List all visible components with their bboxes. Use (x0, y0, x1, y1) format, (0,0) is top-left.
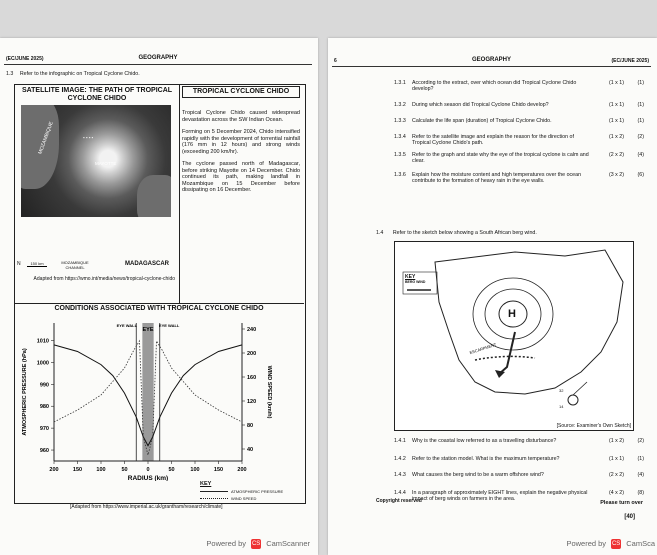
question-number: 1.4.2 (394, 456, 406, 462)
footer-brand: Powered by (206, 538, 247, 548)
question-text: What causes the berg wind to be a warm offshore wind? (412, 472, 544, 478)
page-header (4, 54, 312, 65)
question-marks: (3 x 2) (608, 172, 624, 178)
question-number: 1.4.1 (394, 438, 406, 444)
question-total: (1) (637, 456, 644, 462)
question-total: (4) (637, 152, 644, 158)
question-text: Why is the coastal low referred to as a travelling disturbance? (412, 438, 557, 444)
sketch-key-title: KEY (405, 274, 416, 280)
question-text: During which season did Tropical Cyclone Chido develop? (412, 102, 549, 108)
x-tick-label: 200 (237, 467, 247, 473)
question-number: 1.3 (6, 71, 14, 77)
question-marks: (1 x 2) (608, 134, 624, 140)
north-arrow: N (17, 261, 21, 267)
footer-app: CamSca (626, 538, 655, 548)
conditions-title: CONDITIONS ASSOCIATED WITH TROPICAL CYCLONE CHIDO (14, 303, 304, 312)
question-total: (1) (637, 118, 644, 124)
y-tick-label: 990 (39, 382, 49, 389)
question-marks: (1 x 1) (608, 80, 624, 86)
question-text: Refer to the station model. What is the maximum temperature? (412, 456, 560, 462)
key-title: KEY (200, 481, 212, 487)
right-page (328, 38, 657, 555)
chart-key (200, 481, 296, 501)
y-tick-label: 1000 (36, 360, 49, 367)
question-1-4 (376, 230, 646, 236)
question-text: Refer to the infographic on Tropical Cyclone Chido. (19, 71, 140, 77)
x-tick-label: 150 (72, 467, 83, 473)
question-text: In a paragraph of approximately EIGHT lines, explain the negative physical impact of berg winds on farmers in the area. (412, 490, 588, 503)
key-item-wind (200, 496, 296, 501)
label-mayotte: MAYOTTE (95, 161, 117, 166)
question-text: Refer to the graph and state why the eye of the tropical cyclone is calm and clear. (412, 152, 589, 165)
question-number: 1.3.3 (394, 118, 406, 124)
question-number: 1.4 (376, 230, 384, 236)
y2-tick-label: 200 (247, 351, 257, 357)
station-temp: 32 (559, 388, 564, 393)
question-total: (2) (637, 134, 644, 140)
scale-bar: 150 km (27, 261, 47, 267)
question-marks: (1 x 2) (608, 438, 624, 444)
label-mozambique: MOZAMBIQUE (37, 120, 55, 156)
key-swatch-wind (200, 498, 228, 499)
question-text: Refer to the satellite image and explain the reason for the direction of Tropical Cyclone Chido's path. (412, 134, 574, 147)
y-axis-label: ATMOSPHERIC PRESSURE (hPa) (22, 348, 28, 436)
left-page (0, 38, 318, 555)
escarpment-label: ESCARPMENT (468, 341, 497, 356)
x-tick-label: 200 (49, 467, 59, 473)
south-africa-outline (435, 250, 623, 394)
question-text: Calculate the life span (duration) of Tropical Cyclone Chido. (412, 118, 552, 124)
eye-wall-left-label: EYE WALL (116, 323, 138, 328)
label-channel: MOZAMBIQUE CHANNEL (61, 260, 89, 270)
cyclone-title: TROPICAL CYCLONE CHIDO (182, 86, 300, 98)
cyclone-paragraph-2: Forming on 5 December 2024, Chido intensified rapidly with the development of torrential rainfall (176 mm in 12 hours) and strong winds (exceeding 200 km/hr). (182, 129, 300, 155)
eye-wall-right-label: EYE WALL (158, 323, 180, 328)
question-total: (1) (637, 80, 644, 86)
camscanner-footer (206, 539, 310, 549)
header-center: GEOGRAPHY (471, 57, 511, 63)
x-tick-label: 0 (146, 467, 150, 473)
key-label-pressure: ATMOSPHERIC PRESSURE (231, 489, 284, 494)
question-number: 1.3.6 (394, 172, 406, 178)
footer-brand: Powered by (566, 538, 607, 548)
y2-tick-label: 40 (247, 447, 254, 453)
question-number: 1.3.4 (394, 134, 406, 140)
label-madagascar: MADAGASCAR (125, 261, 169, 267)
question-marks: (2 x 2) (608, 152, 624, 158)
y2-tick-label: 240 (247, 327, 257, 333)
satellite-source: Adapted from https://wmo.int/media/news/tropical-cyclone-chido (33, 276, 175, 282)
question-1-3 (6, 71, 306, 77)
question-text: According to the extract, over which ocean did Tropical Cyclone Chido develop? (412, 80, 577, 93)
question-total: (4) (637, 472, 644, 478)
x-axis-label: RADIUS (km) (127, 475, 169, 481)
cyclone-text-panel (182, 86, 300, 194)
x-tick-label: 50 (121, 467, 128, 473)
y2-tick-label: 160 (247, 375, 257, 381)
y-tick-label: 960 (39, 448, 49, 455)
graph-source: [Adapted from https://www.imperial.ac.uk/grantham/research/climate] (70, 504, 223, 510)
y2-axis-label: WIND SPEED (km/h) (266, 365, 272, 419)
footer-app: CamScanner (266, 538, 310, 548)
question-text: Refer to the sketch below showing a South African berg wind. (392, 230, 537, 236)
y2-tick-label: 120 (247, 399, 257, 405)
station-dewpoint: 14 (559, 404, 564, 409)
question-total: (6) (637, 172, 644, 178)
camscanner-icon: CS (611, 541, 621, 547)
page-number: 6 (334, 58, 337, 64)
sketch-key-item: BERG WIND (405, 280, 426, 284)
question-total: (2) (637, 438, 644, 444)
camscanner-footer (566, 539, 655, 549)
station-tail (573, 382, 587, 395)
cyclone-conditions-chart (14, 313, 304, 481)
question-number: 1.4.3 (394, 472, 406, 478)
copyright: Copyright reserved (376, 498, 422, 504)
y2-tick-label: 80 (247, 423, 254, 429)
x-tick-label: 50 (168, 467, 175, 473)
high-pressure-label: H (508, 308, 516, 320)
label-path: ▪ ▪ ▪ ▪ (83, 135, 94, 140)
key-swatch-pressure (200, 491, 228, 492)
question-number: 1.3.1 (394, 80, 406, 86)
x-tick-label: 100 (190, 467, 200, 473)
y-tick-label: 1010 (36, 338, 49, 345)
question-number: 1.3.2 (394, 102, 406, 108)
question-total: (1) (637, 102, 644, 108)
berg-wind-sketch (394, 241, 634, 431)
key-label-wind: WIND SPEED (231, 496, 257, 501)
sketch-map (395, 242, 633, 430)
x-tick-label: 100 (96, 467, 106, 473)
question-number: 1.3.5 (394, 152, 406, 158)
question-total: (8) (637, 490, 644, 496)
grand-total: [40] (624, 514, 635, 520)
satellite-image (21, 105, 171, 217)
station-model (568, 395, 578, 405)
cyclone-paragraph-1: Tropical Cyclone Chido caused widespread devastation across the SW Indian Ocean. (182, 110, 300, 123)
header-left: (EC/JUNE 2025) (6, 56, 44, 62)
y-tick-label: 970 (39, 426, 49, 433)
key-item-pressure (200, 489, 296, 494)
x-tick-label: 150 (213, 467, 224, 473)
question-marks: (1 x 1) (608, 456, 624, 462)
y-tick-label: 980 (39, 404, 49, 411)
escarpment-line (475, 356, 535, 360)
turn-over: Please turn over (600, 500, 643, 506)
question-marks: (1 x 1) (608, 102, 624, 108)
header-right: (EC/JUNE 2025) (611, 58, 649, 64)
header-center: GEOGRAPHY (138, 55, 178, 61)
satellite-title: SATELLITE IMAGE: THE PATH OF TROPICAL CYCLONE CHIDO (21, 87, 173, 102)
question-marks: (4 x 2) (608, 490, 624, 496)
question-marks: (2 x 2) (608, 472, 624, 478)
question-number: 1.4.4 (394, 490, 406, 496)
question-marks: (1 x 1) (608, 118, 624, 124)
cyclone-paragraph-3: The cyclone passed north of Madagascar, before striking Mayotte on 14 December. Chido continued its path, making landfall in Mozambique on 15 December before dissipating on 16 December. (182, 161, 300, 193)
eye-label: EYE (142, 327, 154, 333)
question-text: Explain how the moisture content and high temperatures over the ocean contribute to the formation of heavy rain in the eye walls. (412, 172, 582, 185)
sketch-source: [Source: Examiner's Own Sketch] (556, 423, 631, 429)
page-header (332, 56, 651, 67)
camscanner-icon: CS (251, 541, 261, 547)
madagascar-landmass (137, 175, 171, 217)
satellite-panel (14, 84, 180, 304)
